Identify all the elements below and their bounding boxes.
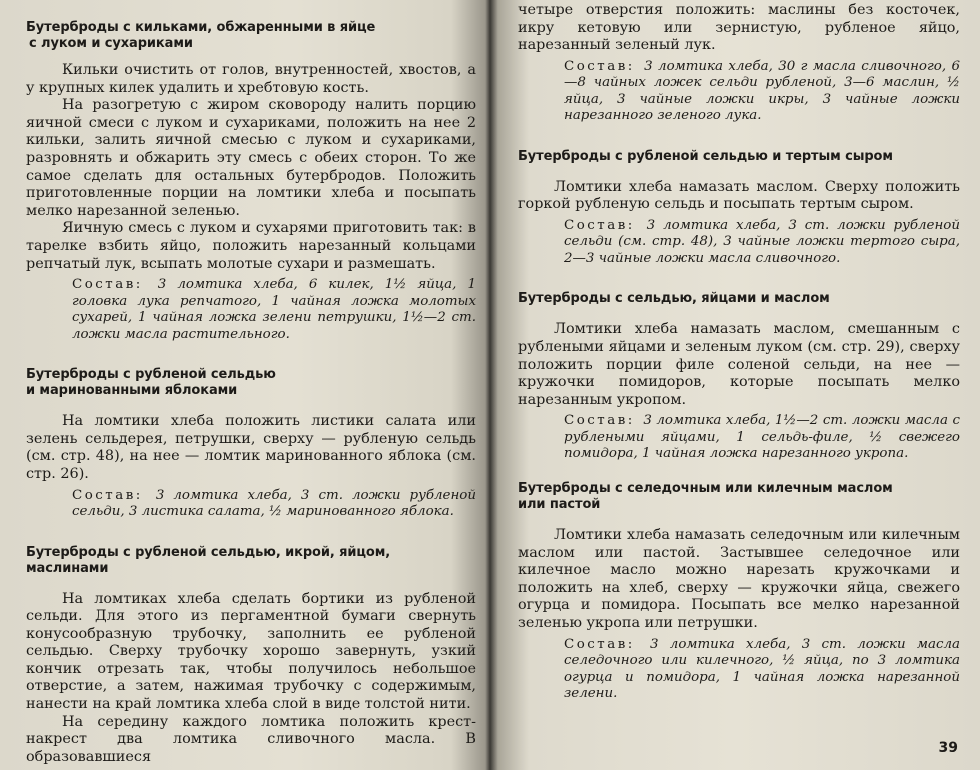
paragraph: На ломтики хлеба положить листики салата или зелень сельдерея, петрушки, сверху — рубленую сельдь (см. стр. 48), на нее — ломтик маринованного яблока (см. стр. 26). bbox=[26, 413, 476, 482]
recipe-heading-herring-butter: Бутерброды с селедочным или килечным маслом или пастой bbox=[518, 480, 893, 512]
recipe-heading-herring-eggs: Бутерброды с сельдью, яйцами и маслом bbox=[518, 291, 830, 307]
ingredients: Состав: 3 ломтика хлеба, 3 ст. ложки рубленой сельди (см. стр. 48), 3 чайные ложки тертого сыра, 2—3 чайные ложки масла сливочного. bbox=[564, 217, 960, 266]
ingredients: Состав: 3 ломтика хлеба, 1½—2 ст. ложки масла с рублеными яйцами, 1 сельдь-филе, ½ свежего помидора, 1 чайная ложка нарезанного укропа. bbox=[564, 413, 960, 462]
right-page bbox=[492, 0, 980, 770]
ingredients: Состав: 3 ломтика хлеба, 3 ст. ложки рубленой сельди, 3 листика салата, ½ маринованного яблока. bbox=[72, 487, 476, 519]
paragraph: Ломтики хлеба намазать маслом, смешанным с рублеными яйцами и зеленым луком (см. стр. 29), сверху положить порции филе соленой сельди, на нее — кружочки помидоров, которые посыпать мелко нарезанным укропом. bbox=[518, 321, 960, 408]
paragraph: Ломтики хлеба намазать селедочным или килечным маслом или пастой. Застывшее селедочное или килечное масло можно нарезать кружочками и положить на хлеб, сверху — кружочки яйца, свежего огурца и помидора. Посыпать все мелко нарезанной зеленью укропа или петрушки. bbox=[518, 526, 960, 631]
paragraph: Кильки очистить от голов, внутренностей, хвостов, а у крупных килек удалить и хребтовую кость. bbox=[26, 62, 476, 96]
paragraph: Яичную смесь с луком и сухарями приготовить так: в тарелке взбить яйцо, положить нарезанный кольцами репчатый лук, всыпать молотые сухари и размешать. bbox=[26, 220, 476, 272]
ingredients: Состав: 3 ломтика хлеба, 3 ст. ложки масла селедочного или килечного, ½ яйца, по 3 ломтика огурца и помидора, 1 чайная ложка нарезанной зелени. bbox=[564, 636, 960, 701]
paragraph: Ломтики хлеба намазать маслом. Сверху положить горкой рубленую сельдь и посыпать тертым сыром. bbox=[518, 178, 960, 213]
ingredients: Состав: 3 ломтика хлеба, 6 килек, 1½ яйца, 1 головка лука репчатого, 1 чайная ложка молотых сухарей, 1 чайная ложка зелени петрушки, 1½—2 ст. ложки масла растительного. bbox=[72, 277, 476, 342]
recipe-heading-herring-cheese: Бутерброды с рубленой сельдью и тертым сыром bbox=[518, 148, 893, 164]
recipe-heading-herring-apples: Бутерброды с рубленой сельдью и маринованными яблоками bbox=[26, 367, 276, 399]
recipe-heading-kilki: Бутерброды с кильками, обжаренными в яйце с луком и сухариками bbox=[26, 20, 376, 51]
recipe-heading-herring-caviar: Бутерброды с рубленой сельдью, икрой, яйцом, маслинами bbox=[26, 544, 391, 576]
ingredients: Состав: 3 ломтика хлеба, 30 г масла сливочного, 6—8 чайных ложек сельди рубленой, 3—6 маслин, ½ яйца, 3 чайные ложки икры, 3 чайные ложки нарезанного зеленого лука. bbox=[564, 58, 960, 124]
page-number: 39 bbox=[938, 740, 958, 756]
paragraph: На середину каждого ломтика положить крест-накрест два ломтика сливочного масла. В образовавшиеся bbox=[26, 713, 476, 765]
paragraph: четыре отверстия положить: маслины без косточек, икру кетовую или зернистую, рубленое яйцо, нарезанный зеленый лук. bbox=[518, 2, 960, 54]
paragraph: На разогретую с жиром сковороду налить порцию яичной смеси с луком и сухариками, положить на нее 2 кильки, залить яичной смесью с луком и сухариками, разровнять и обжарить эту смесь с обеих сторон. То же самое сделать для остальных бутербродов. Положить приготовленные порции на ломтики хлеба и посыпать мелко нарезанной зеленью. bbox=[26, 97, 476, 219]
paragraph: На ломтиках хлеба сделать бортики из рубленой сельди. Для этого из пергаментной бумаги свернуть конусообразную трубочку, заполнить ее рубленой сельдью. Сверху трубочку хорошо завернуть, узкий кончик отрезать так, чтобы получилось небольшое отверстие, а затем, нажимая трубочку с содержимым, нанести на край ломтика хлеба слой в виде толстой нити. bbox=[26, 590, 476, 713]
